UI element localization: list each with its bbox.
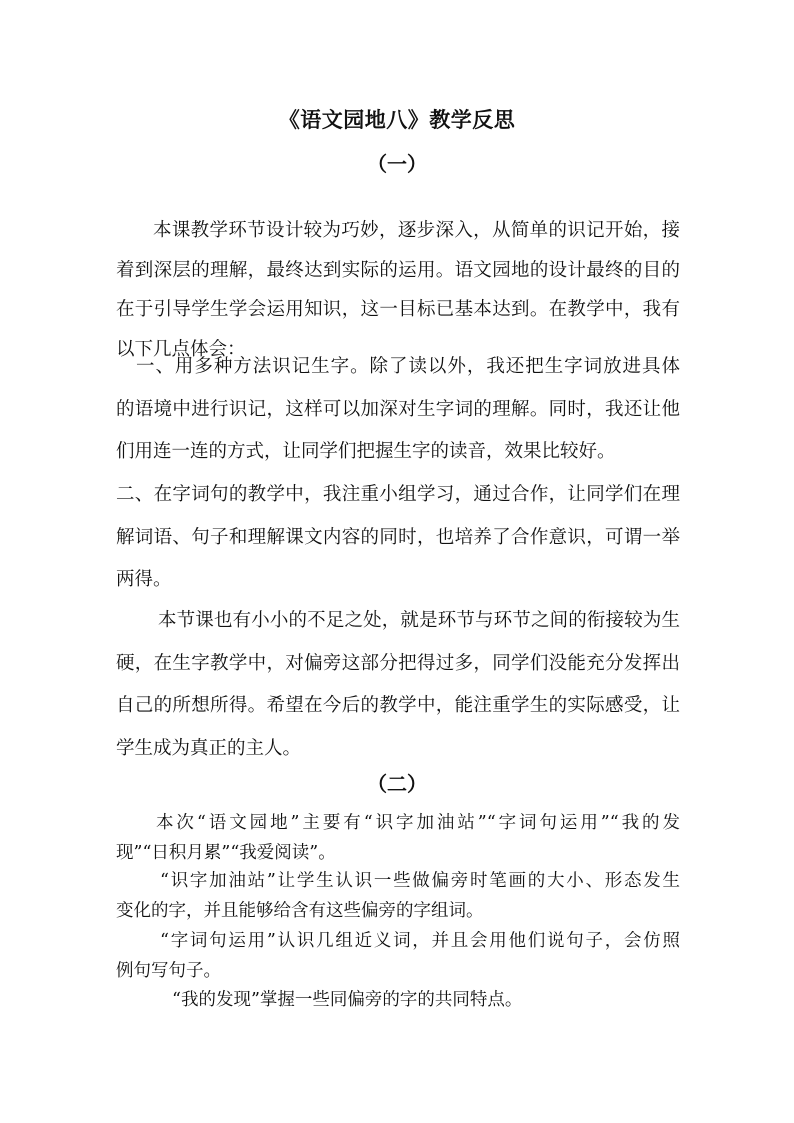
text-line: 二、在字词句的教学中，我注重小组学习，通过合作，让同学们在理: [116, 484, 680, 505]
section2-paragraph-3: [116, 926, 680, 986]
text-line: 们用连一连的方式，让同学们把握生字的读音，效果比较好。: [116, 441, 616, 462]
text-line: 在于引导学生学会运用知识，这一目标已基本达到。在教学中，我有: [116, 299, 680, 321]
text-line: 现”“日积月累”“我爱阅读”。: [116, 843, 336, 863]
text-line: 解词语、句子和理解课文内容的同时，也培养了合作意识，可谓一举: [116, 526, 680, 548]
section-heading-2: （二）: [367, 772, 427, 796]
section1-paragraph-2: [116, 600, 680, 770]
text-line: 变化的字，并且能够给含有这些偏旁的字组词。: [116, 901, 484, 921]
section1-point-2: [116, 474, 680, 602]
text-line: 本课教学环节设计较为巧妙，逐步深入，从简单的识记开始，接: [153, 220, 680, 241]
text-line: 的语境中进行识记，这样可以加深对生字词的理解。同时，我还让他: [116, 398, 680, 420]
text-line: 本次“语文园地”主要有“识字加油站”“字词句运用”“我的发: [156, 813, 680, 833]
text-line: “识字加油站”让学生认识一些做偏旁时笔画的大小、形态发生: [160, 871, 680, 891]
text-line: 以下几点体会：: [116, 339, 246, 361]
document-title: 《语文园地八》教学反思: [278, 107, 516, 132]
text-line: 硬，在生字教学中，对偏旁这部分把得过多，同学们没能充分发挥出: [116, 652, 680, 674]
text-line: 两得。: [116, 569, 172, 590]
section2-paragraph-2: [116, 866, 680, 926]
text-line: 着到深层的理解，最终达到实际的运用。语文园地的设计最终的目的: [116, 259, 680, 281]
text-line: 本节课也有小小的不足之处，就是环节与环节之间的衔接较为生: [158, 610, 680, 631]
section-heading-1: （一）: [367, 152, 427, 176]
text-line: 学生成为真正的主人。: [116, 737, 302, 759]
text-line: “字词句运用”认识几组近义词，并且会用他们说句子，会仿照: [160, 931, 680, 951]
text-line: 一、用多种方法识记生字。除了读以外，我还把生字词放进具体: [136, 356, 680, 377]
text-line: “我的发现”掌握一些同偏旁的字的共同特点。: [172, 990, 523, 1010]
text-line: 例句写句子。: [116, 961, 221, 981]
section2-paragraph-1: [116, 808, 680, 868]
section1-point-1: [116, 346, 680, 474]
section2-paragraph-4: [116, 985, 680, 1015]
text-line: 自己的所想所得。希望在今后的教学中，能注重学生的实际感受，让: [116, 695, 680, 716]
